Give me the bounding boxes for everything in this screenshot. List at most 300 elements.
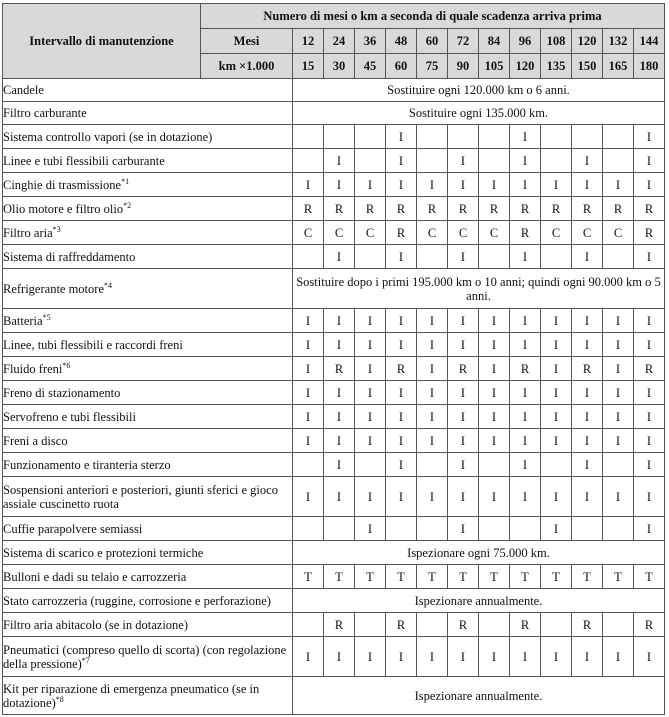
interval-cell: I — [634, 405, 665, 429]
interval-cell: I — [634, 477, 665, 517]
interval-cell: I — [448, 149, 479, 173]
interval-cell — [603, 517, 634, 541]
table-row — [3, 677, 665, 715]
km-header: 45 — [355, 54, 386, 79]
interval-cell: R — [324, 357, 355, 381]
footnote-marker: *3 — [52, 224, 61, 234]
interval-cell: R — [324, 197, 355, 221]
interval-cell: I — [479, 429, 510, 453]
interval-cell: I — [448, 309, 479, 333]
table-row — [3, 565, 665, 589]
table-body — [3, 79, 665, 715]
instruction-cell: Ispezionare ogni 75.000 km. — [293, 541, 665, 565]
interval-cell — [293, 453, 324, 477]
interval-cell — [541, 149, 572, 173]
item-name: Freni a disco — [3, 433, 68, 448]
interval-cell: I — [417, 429, 448, 453]
table-row — [3, 517, 665, 541]
interval-cell — [603, 149, 634, 173]
interval-cell: C — [603, 221, 634, 245]
interval-cell: I — [479, 357, 510, 381]
interval-cell: I — [541, 477, 572, 517]
table-header — [3, 4, 665, 79]
interval-cell — [417, 149, 448, 173]
interval-cell: I — [634, 637, 665, 677]
interval-cell: R — [572, 357, 603, 381]
interval-cell: I — [386, 381, 417, 405]
interval-cell: I — [386, 453, 417, 477]
month-header: 96 — [510, 29, 541, 54]
interval-cell — [572, 125, 603, 149]
interval-cell — [417, 453, 448, 477]
interval-cell: I — [541, 405, 572, 429]
interval-cell: I — [386, 637, 417, 677]
item-name-cell — [3, 102, 293, 125]
interval-cell: R — [510, 197, 541, 221]
item-name: Freno di stazionamento — [3, 385, 121, 400]
interval-cell: I — [603, 637, 634, 677]
item-name: Cinghie di trasmissione — [3, 177, 122, 192]
item-name: Batteria — [3, 313, 43, 328]
interval-cell: I — [510, 125, 541, 149]
km-header: 120 — [510, 54, 541, 79]
interval-cell — [479, 453, 510, 477]
interval-cell: I — [603, 429, 634, 453]
interval-cell: I — [510, 405, 541, 429]
interval-cell: I — [324, 381, 355, 405]
km-label: km ×1.000 — [201, 54, 293, 79]
interval-cell — [355, 613, 386, 637]
month-header: 108 — [541, 29, 572, 54]
interval-cell — [293, 613, 324, 637]
interval-cell: I — [386, 429, 417, 453]
interval-cell: C — [417, 221, 448, 245]
month-header: 120 — [572, 29, 603, 54]
interval-cell: R — [634, 221, 665, 245]
item-name: Sistema controllo vapori (se in dotazione) — [3, 129, 213, 144]
interval-cell: I — [572, 173, 603, 197]
table-row — [3, 79, 665, 102]
interval-cell: I — [448, 381, 479, 405]
interval-cell: I — [417, 309, 448, 333]
km-header: 15 — [293, 54, 324, 79]
interval-cell: C — [572, 221, 603, 245]
table-row — [3, 309, 665, 333]
interval-cell — [417, 125, 448, 149]
month-header: 12 — [293, 29, 324, 54]
item-name-cell — [3, 269, 293, 309]
interval-cell: I — [572, 405, 603, 429]
km-header: 90 — [448, 54, 479, 79]
km-header: 105 — [479, 54, 510, 79]
interval-cell: I — [324, 429, 355, 453]
interval-cell: I — [479, 333, 510, 357]
interval-cell — [541, 125, 572, 149]
item-name-cell — [3, 541, 293, 565]
interval-cell: I — [634, 125, 665, 149]
interval-cell — [355, 125, 386, 149]
interval-cell: I — [572, 429, 603, 453]
maintenance-schedule-table — [2, 3, 665, 715]
item-name: Funzionamento e tiranteria sterzo — [3, 457, 171, 472]
interval-cell: R — [293, 197, 324, 221]
interval-cell: R — [417, 197, 448, 221]
interval-cell: T — [293, 565, 324, 589]
interval-cell: T — [634, 565, 665, 589]
interval-cell: I — [541, 357, 572, 381]
interval-cell: I — [417, 173, 448, 197]
interval-cell: R — [386, 357, 417, 381]
interval-cell: I — [293, 309, 324, 333]
interval-cell: I — [324, 453, 355, 477]
interval-cell: I — [479, 405, 510, 429]
interval-cell: I — [324, 637, 355, 677]
interval-cell: R — [386, 221, 417, 245]
km-header: 60 — [386, 54, 417, 79]
interval-cell: C — [479, 221, 510, 245]
table-row — [3, 381, 665, 405]
item-name: Linee e tubi flessibili carburante — [3, 153, 165, 168]
interval-cell: I — [541, 333, 572, 357]
interval-cell: I — [293, 429, 324, 453]
item-name-cell — [3, 405, 293, 429]
interval-cell: I — [386, 333, 417, 357]
interval-cell: I — [293, 381, 324, 405]
km-header: 150 — [572, 54, 603, 79]
item-name: Filtro carburante — [3, 106, 87, 120]
interval-cell: I — [603, 405, 634, 429]
interval-cell: C — [541, 221, 572, 245]
interval-cell: I — [324, 173, 355, 197]
interval-cell: I — [510, 429, 541, 453]
interval-cell: I — [634, 245, 665, 269]
interval-cell: I — [448, 405, 479, 429]
interval-cell: I — [417, 477, 448, 517]
interval-cell: I — [324, 405, 355, 429]
item-name: Fluido freni — [3, 361, 63, 376]
footnote-marker: *4 — [104, 280, 112, 290]
item-name: Filtro aria abitacolo (se in dotazione) — [3, 617, 189, 632]
item-name-cell — [3, 613, 293, 637]
month-header: 36 — [355, 29, 386, 54]
interval-cell — [355, 149, 386, 173]
interval-cell — [417, 517, 448, 541]
interval-cell: I — [510, 173, 541, 197]
interval-cell: R — [386, 613, 417, 637]
item-name-cell — [3, 333, 293, 357]
interval-cell — [479, 245, 510, 269]
interval-cell: R — [448, 613, 479, 637]
interval-cell: I — [355, 333, 386, 357]
interval-cell: R — [386, 197, 417, 221]
interval-cell: I — [448, 333, 479, 357]
interval-cell — [541, 245, 572, 269]
interval-cell: I — [324, 333, 355, 357]
interval-cell: C — [355, 221, 386, 245]
item-name: Candele — [3, 83, 44, 97]
interval-cell — [572, 517, 603, 541]
table-row — [3, 453, 665, 477]
item-name: Stato carrozzeria (ruggine, corrosione e perforazione) — [3, 593, 271, 608]
interval-cell: I — [541, 429, 572, 453]
month-header: 72 — [448, 29, 479, 54]
interval-cell: I — [634, 381, 665, 405]
interval-cell: I — [510, 637, 541, 677]
footnote-marker: *7 — [81, 655, 90, 665]
interval-cell: R — [479, 197, 510, 221]
instruction-cell: Sostituire dopo i primi 195.000 km o 10 anni; quindi ogni 90.000 km o 5 anni. — [293, 269, 665, 309]
interval-cell: I — [572, 381, 603, 405]
interval-cell: T — [324, 565, 355, 589]
item-name-cell — [3, 589, 293, 613]
item-name-cell — [3, 309, 293, 333]
interval-cell: I — [572, 245, 603, 269]
interval-cell: R — [572, 613, 603, 637]
table-row — [3, 269, 665, 309]
interval-cell: I — [510, 309, 541, 333]
interval-cell: I — [386, 477, 417, 517]
interval-cell: I — [541, 637, 572, 677]
item-name: Cuffie parapolvere semiassi — [3, 521, 143, 536]
interval-cell: I — [355, 405, 386, 429]
item-name-cell — [3, 565, 293, 589]
interval-cell: T — [386, 565, 417, 589]
interval-cell: I — [448, 637, 479, 677]
interval-cell: I — [293, 333, 324, 357]
table-row — [3, 102, 665, 125]
interval-cell: T — [510, 565, 541, 589]
table-row — [3, 541, 665, 565]
table-row — [3, 637, 665, 677]
item-name-cell — [3, 245, 293, 269]
interval-cell: T — [541, 565, 572, 589]
interval-cell: I — [448, 245, 479, 269]
interval-cell: I — [634, 453, 665, 477]
item-name: Kit per riparazione di emergenza pneumatico (se in dotazione) — [3, 681, 260, 710]
interval-cell — [293, 125, 324, 149]
item-name: Sistema di raffreddamento — [3, 249, 136, 264]
interval-cell: I — [355, 517, 386, 541]
month-header: 132 — [603, 29, 634, 54]
interval-cell: I — [603, 381, 634, 405]
interval-cell — [479, 125, 510, 149]
interval-cell: I — [355, 357, 386, 381]
item-column-header: Intervallo di manutenzione — [3, 4, 201, 79]
instruction-cell: Sostituire ogni 135.000 km. — [293, 102, 665, 125]
interval-cell: I — [479, 173, 510, 197]
footnote-marker: *5 — [42, 312, 51, 322]
interval-cell: C — [448, 221, 479, 245]
item-name: Sistema di scarico e protezioni termiche — [3, 545, 204, 560]
interval-cell: I — [386, 125, 417, 149]
interval-cell: I — [479, 637, 510, 677]
interval-cell: I — [603, 173, 634, 197]
interval-cell: I — [355, 637, 386, 677]
interval-cell — [479, 613, 510, 637]
interval-cell: I — [510, 333, 541, 357]
interval-cell: I — [386, 309, 417, 333]
item-name-cell — [3, 79, 293, 102]
interval-cell: T — [355, 565, 386, 589]
item-name-cell — [3, 197, 293, 221]
interval-cell: I — [293, 405, 324, 429]
interval-cell: R — [541, 197, 572, 221]
interval-cell: I — [417, 381, 448, 405]
month-header: 24 — [324, 29, 355, 54]
interval-cell: R — [634, 197, 665, 221]
interval-cell: I — [541, 173, 572, 197]
interval-cell: I — [417, 357, 448, 381]
table-row — [3, 173, 665, 197]
table-row — [3, 245, 665, 269]
instruction-cell: Sostituire ogni 120.000 km o 6 anni. — [293, 79, 665, 102]
interval-cell: I — [541, 381, 572, 405]
item-name: Refrigerante motore — [3, 281, 104, 296]
interval-cell: I — [448, 453, 479, 477]
table-row — [3, 589, 665, 613]
km-header: 180 — [634, 54, 665, 79]
interval-cell: I — [634, 429, 665, 453]
item-name: Filtro aria — [3, 225, 53, 240]
interval-cell: I — [634, 333, 665, 357]
table-row — [3, 357, 665, 381]
interval-cell: I — [572, 637, 603, 677]
km-header: 75 — [417, 54, 448, 79]
interval-cell: I — [417, 405, 448, 429]
interval-cell: C — [324, 221, 355, 245]
interval-cell: I — [355, 309, 386, 333]
interval-cell: I — [324, 245, 355, 269]
interval-cell: I — [448, 173, 479, 197]
interval-cell — [448, 125, 479, 149]
interval-cell: T — [603, 565, 634, 589]
km-header: 165 — [603, 54, 634, 79]
interval-cell: I — [417, 333, 448, 357]
interval-cell: I — [634, 309, 665, 333]
interval-cell: I — [510, 381, 541, 405]
item-name-cell — [3, 637, 293, 677]
interval-cell: C — [293, 221, 324, 245]
interval-cell: R — [510, 613, 541, 637]
interval-cell: I — [572, 477, 603, 517]
instruction-cell: Ispezionare annualmente. — [293, 589, 665, 613]
interval-cell: I — [634, 517, 665, 541]
interval-cell: I — [572, 309, 603, 333]
interval-cell — [417, 245, 448, 269]
month-header: 84 — [479, 29, 510, 54]
item-name: Servofreno e tubi flessibili — [3, 409, 136, 424]
item-name: Sospensioni anteriori e posteriori, giunti sferici e gioco assiale cuscinetto ruota — [3, 482, 278, 511]
interval-cell: I — [603, 309, 634, 333]
km-header: 30 — [324, 54, 355, 79]
interval-cell: I — [324, 309, 355, 333]
item-name: Pneumatici (compreso quello di scorta) (con regolazione della pressione) — [3, 642, 287, 671]
item-name: Linee, tubi flessibili e raccordi freni — [3, 337, 183, 352]
item-name-cell — [3, 125, 293, 149]
interval-cell: I — [572, 149, 603, 173]
item-name-cell — [3, 357, 293, 381]
interval-cell — [324, 517, 355, 541]
interval-cell: R — [355, 197, 386, 221]
interval-cell: I — [541, 517, 572, 541]
month-header: 144 — [634, 29, 665, 54]
table-row — [3, 405, 665, 429]
interval-cell: I — [448, 477, 479, 517]
footnote-marker: *8 — [55, 694, 64, 704]
interval-cell — [293, 149, 324, 173]
item-name-cell — [3, 517, 293, 541]
interval-cell — [541, 613, 572, 637]
interval-cell: I — [293, 477, 324, 517]
footnote-marker: *1 — [121, 176, 130, 186]
table-row — [3, 477, 665, 517]
item-name-cell — [3, 453, 293, 477]
interval-cell: I — [603, 333, 634, 357]
item-name-cell — [3, 677, 293, 715]
interval-cell: I — [479, 309, 510, 333]
interval-cell: I — [479, 381, 510, 405]
interval-cell: I — [510, 453, 541, 477]
interval-cell: I — [324, 477, 355, 517]
interval-cell: R — [448, 197, 479, 221]
table-row — [3, 221, 665, 245]
table-row — [3, 429, 665, 453]
item-name: Olio motore e filtro olio — [3, 201, 124, 216]
interval-cell: I — [293, 173, 324, 197]
interval-cell — [355, 453, 386, 477]
km-header: 135 — [541, 54, 572, 79]
item-name-cell — [3, 221, 293, 245]
interval-cell — [603, 125, 634, 149]
interval-cell: I — [510, 149, 541, 173]
interval-cell: T — [479, 565, 510, 589]
interval-cell: T — [572, 565, 603, 589]
interval-cell — [386, 517, 417, 541]
interval-cell — [324, 125, 355, 149]
interval-title: Numero di mesi o km a seconda di quale scadenza arriva prima — [201, 4, 665, 29]
interval-cell: I — [355, 173, 386, 197]
interval-cell: T — [448, 565, 479, 589]
footnote-marker: *6 — [62, 360, 71, 370]
table-row — [3, 197, 665, 221]
table-row — [3, 149, 665, 173]
month-header: 48 — [386, 29, 417, 54]
month-header: 60 — [417, 29, 448, 54]
interval-cell: T — [417, 565, 448, 589]
interval-cell: I — [324, 149, 355, 173]
footnote-marker: *2 — [123, 200, 132, 210]
interval-cell: I — [386, 149, 417, 173]
item-name: Bulloni e dadi su telaio e carrozzeria — [3, 569, 187, 584]
interval-cell: I — [572, 453, 603, 477]
interval-cell: I — [510, 477, 541, 517]
interval-cell: I — [355, 477, 386, 517]
interval-cell: I — [634, 149, 665, 173]
interval-cell — [510, 517, 541, 541]
item-name-cell — [3, 429, 293, 453]
interval-cell: I — [355, 381, 386, 405]
interval-cell: I — [386, 173, 417, 197]
interval-cell: I — [293, 637, 324, 677]
interval-cell: I — [603, 357, 634, 381]
interval-cell — [541, 453, 572, 477]
interval-cell: I — [479, 477, 510, 517]
instruction-cell: Ispezionare annualmente. — [293, 677, 665, 715]
interval-cell: I — [355, 429, 386, 453]
interval-cell: R — [510, 357, 541, 381]
table-row — [3, 333, 665, 357]
interval-cell: I — [541, 309, 572, 333]
